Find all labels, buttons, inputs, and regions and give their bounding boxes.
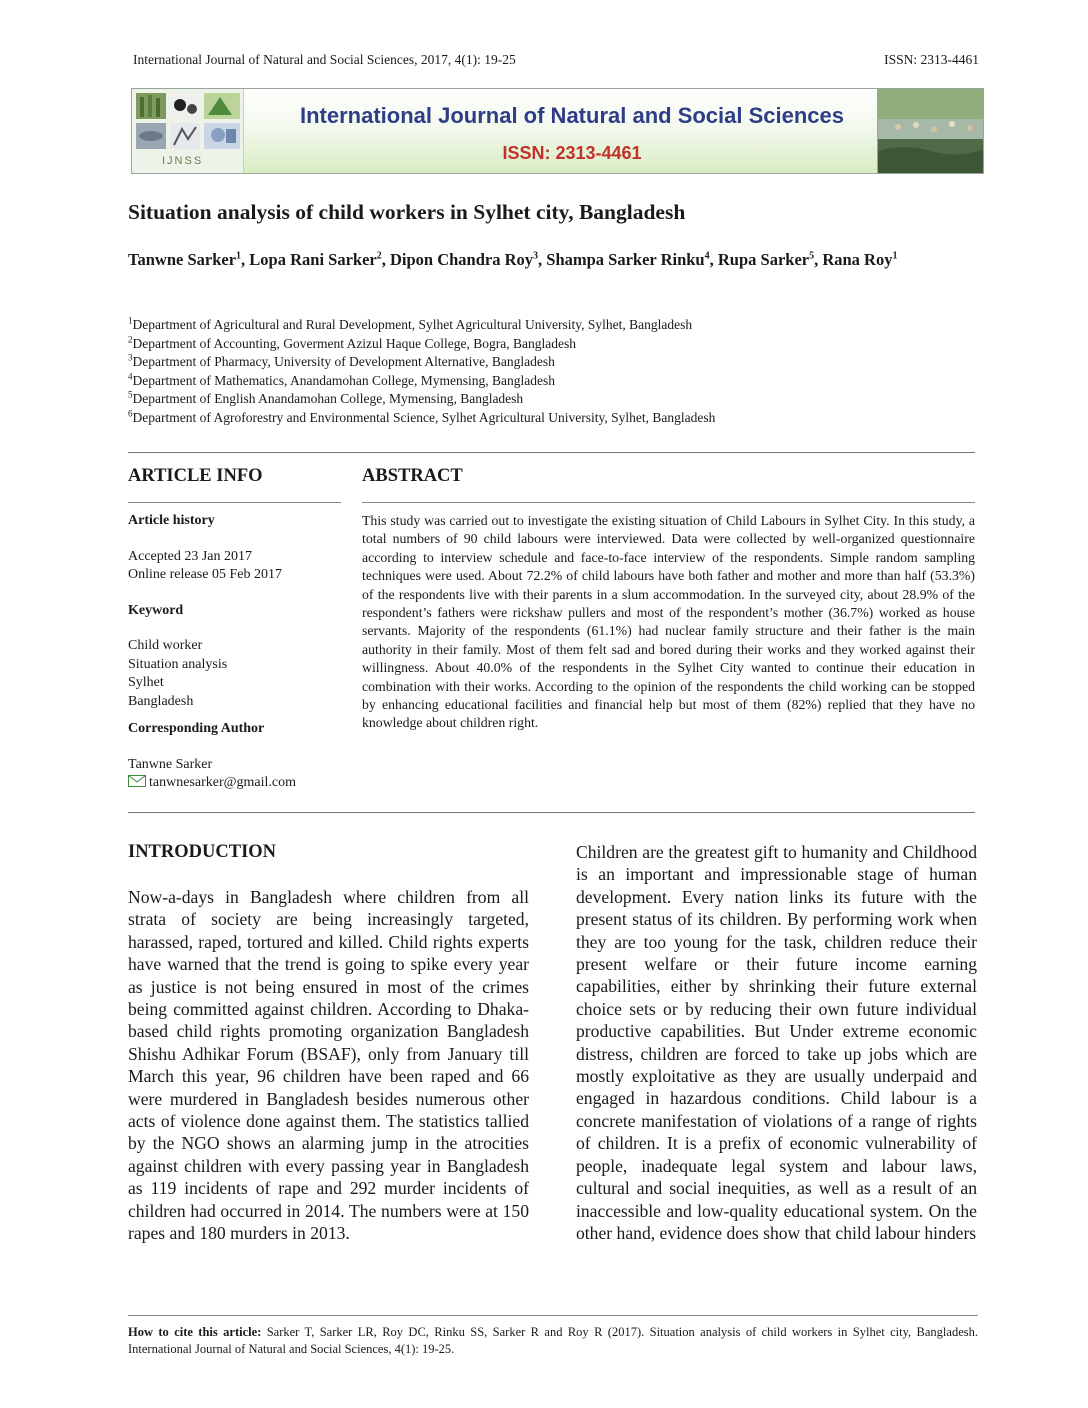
- author-affiliation-mark: 4: [704, 250, 710, 262]
- keyword-item: Child worker: [128, 638, 203, 653]
- introduction-heading: INTRODUCTION: [128, 842, 277, 862]
- keyword-item: Situation analysis: [128, 656, 228, 672]
- running-head-citation: International Journal of Natural and Social Sciences, 2017, 4(1): 19-25: [133, 52, 516, 67]
- corresponding-author-label: Corresponding Author: [128, 721, 265, 736]
- author-name: Rana Roy: [822, 250, 893, 269]
- citation-footer: [128, 1324, 978, 1358]
- abstract-divider: [362, 502, 975, 503]
- affiliation-item: [128, 372, 988, 391]
- affiliation-number: 4: [128, 371, 133, 382]
- article-info-divider: [128, 502, 341, 503]
- affiliation-text: Department of Agricultural and Rural Development, Sylhet Agricultural University, Sylhet, Bangladesh: [132, 317, 693, 332]
- citation-divider: [128, 1315, 978, 1316]
- affiliation-number: 5: [128, 389, 133, 400]
- logo-text: IJNSS: [162, 155, 204, 167]
- affiliation-item: [128, 316, 988, 335]
- waterfront-photo-icon: [878, 89, 984, 173]
- banner-journal-name: International Journal of Natural and Social Sciences: [299, 103, 845, 128]
- affiliation-text: Department of Mathematics, Anandamohan College, Mymensing, Bangladesh: [132, 372, 556, 388]
- author-name: Rupa Sarker: [717, 250, 810, 269]
- affiliation-number: 2: [128, 334, 133, 345]
- keyword-item: Bangladesh: [128, 693, 194, 709]
- online-release-date: Online release 05 Feb 2017: [128, 567, 282, 582]
- abstract-text: This study was carried out to investigate the existing situation of Child Labours in Sylhet City. In this study, a total numbers of 90 child labours were interviewed. Data were collected by well-organized questionnaire according to interview schedule and face-to-face interview of the respondents. Simple random sampling techniques were used. About 72.2% of child labours have both father and mother and more than half (53.3%) of the respondents live with their parents in a slum accommodation. In the surveyed city, about 28.9% of the respondent’s fathers were rickshaw pullers and most of the respondent’s mother (36.7%) worked as house servants. Majority of the respondents (61.1%) had nuclear family structure and their father is the main authority in their family. Most of them felt sad and bored during their works and they worked against their willingness. About 40.0% of the respondents in the Sylhet City wanted to continue their education in combination with their works. According to the opinion of the respondents the child working can be stopped by enhancing educational facilities and financial help but most of them (82%) replied that they have no knowledge about children right.: [362, 513, 975, 731]
- bottom-divider: [128, 812, 975, 813]
- author-affiliation-mark: 3: [533, 250, 539, 262]
- article-info-block: [128, 512, 343, 793]
- author-name: Lopa Rani Sarker: [249, 250, 377, 269]
- article-title: Situation analysis of child workers in Sylhet city, Bangladesh: [128, 200, 686, 224]
- keyword-item: Sylhet: [128, 675, 164, 690]
- affiliation-text: Department of Agroforestry and Environmental Science, Sylhet Agricultural University, Sylhet, Bangladesh: [132, 409, 716, 425]
- author-name: Tanwne Sarker: [128, 250, 237, 269]
- envelope-icon: [128, 775, 146, 787]
- introduction-column-1: Now-a-days in Bangladesh where children from all strata of society are being increasingly targeted, harassed, raped, tortured and killed. Child rights experts have warned that the trend is going to spike every year as justice is not being ensured in most of the crimes being committed against children. According to Dhaka-based child rights promoting organization Bangladesh Shishu Adhikar Forum (BSAF), only from January till March this year, 96 children have been raped and 66 were murdered in Bangladesh besides numerous other acts of violence done against them. The statistics tallied by the NGO shows an alarming jump in the atrocities against children with every passing year in Bangladesh as 119 incidents of rape and 292 murder incidents of children had occurred in 2014. The numbers were at 150 rapes and 180 murders in 2013.: [128, 887, 529, 1244]
- author-affiliation-mark: 1: [892, 250, 898, 262]
- affiliation-item: [128, 390, 988, 409]
- banner-issn: ISSN: 2313-4461: [502, 143, 642, 163]
- keyword-label: Keyword: [128, 602, 184, 618]
- journal-logo: [132, 89, 244, 173]
- author-affiliation-mark: 2: [376, 250, 382, 262]
- author-affiliation-mark: 5: [809, 250, 815, 262]
- citation-label: How to cite this article:: [128, 1325, 262, 1339]
- article-info-heading: ARTICLE INFO: [128, 466, 263, 486]
- journal-banner: [131, 88, 984, 174]
- affiliation-text: Department of Accounting, Goverment Azizul Haque College, Bogra, Bangladesh: [132, 335, 577, 351]
- running-head: [133, 52, 979, 70]
- top-divider: [128, 452, 975, 453]
- author-name: Dipon Chandra Roy: [389, 250, 534, 269]
- corresponding-author-email-row: [128, 774, 343, 793]
- abstract-heading: ABSTRACT: [362, 466, 463, 486]
- article-history-label: Article history: [128, 513, 215, 528]
- banner-photo: [877, 89, 983, 173]
- affiliation-list: [128, 316, 988, 428]
- running-head-issn: ISSN: 2313-4461: [884, 52, 979, 67]
- author-list: Tanwne Sarker$^1$, Lopa Rani Sarker$^2$, Dipon Chandra Roy$^3$, Shampa Sarker Rinku$^4$, Rupa Sarker$^5$, Rana Roy$^1$: [128, 250, 898, 269]
- corresponding-author-name: Tanwne Sarker: [128, 756, 213, 772]
- affiliation-text: Department of Pharmacy, University of Development Alternative, Bangladesh: [132, 354, 555, 370]
- corresponding-author-email[interactable]: tanwnesarker@gmail.com: [149, 775, 297, 790]
- author-name: Shampa Sarker Rinku: [546, 250, 705, 269]
- citation-text: Sarker T, Sarker LR, Roy DC, Rinku SS, Sarker R and Roy R (2017). Situation analysis of child workers in Sylhet city, Bangladesh. International Journal of Natural and Social Sciences, 4(1): 19-25.: [128, 1325, 978, 1356]
- affiliation-number: 6: [128, 408, 133, 419]
- author-affiliation-mark: 1: [236, 250, 242, 262]
- accepted-date: Accepted 23 Jan 2017: [128, 548, 253, 564]
- affiliation-item: [128, 335, 988, 354]
- affiliation-text: Department of English Anandamohan College, Mymensing, Bangladesh: [132, 391, 524, 407]
- introduction-column-2: Children are the greatest gift to humanity and Childhood is an important and impressionable stage of human development. Every nation links its future with the present status of its children. By performing work when they are too young for the task, children reduce their present welfare or their future income earning capabilities, either by shrinking their future external choice sets or by reducing their own future individual productive capabilities. But Under extreme economic distress, children are forced to take up jobs which are mostly exploitative as they are usually underpaid and engaged in hazardous conditions. Child labour is a concrete manifestation of violations of a range of rights of children. It is a prefix of economic vulnerability of people, inadequate legal system and labour laws, cultural and social inequities, as well as a result of an inaccessible and low-quality educational system. On the other hand, evidence does show that child labour hinders: [576, 842, 977, 1243]
- affiliation-item: [128, 353, 988, 372]
- affiliation-number: 3: [128, 352, 133, 363]
- affiliation-number: 1: [128, 315, 133, 326]
- affiliation-item: [128, 409, 988, 428]
